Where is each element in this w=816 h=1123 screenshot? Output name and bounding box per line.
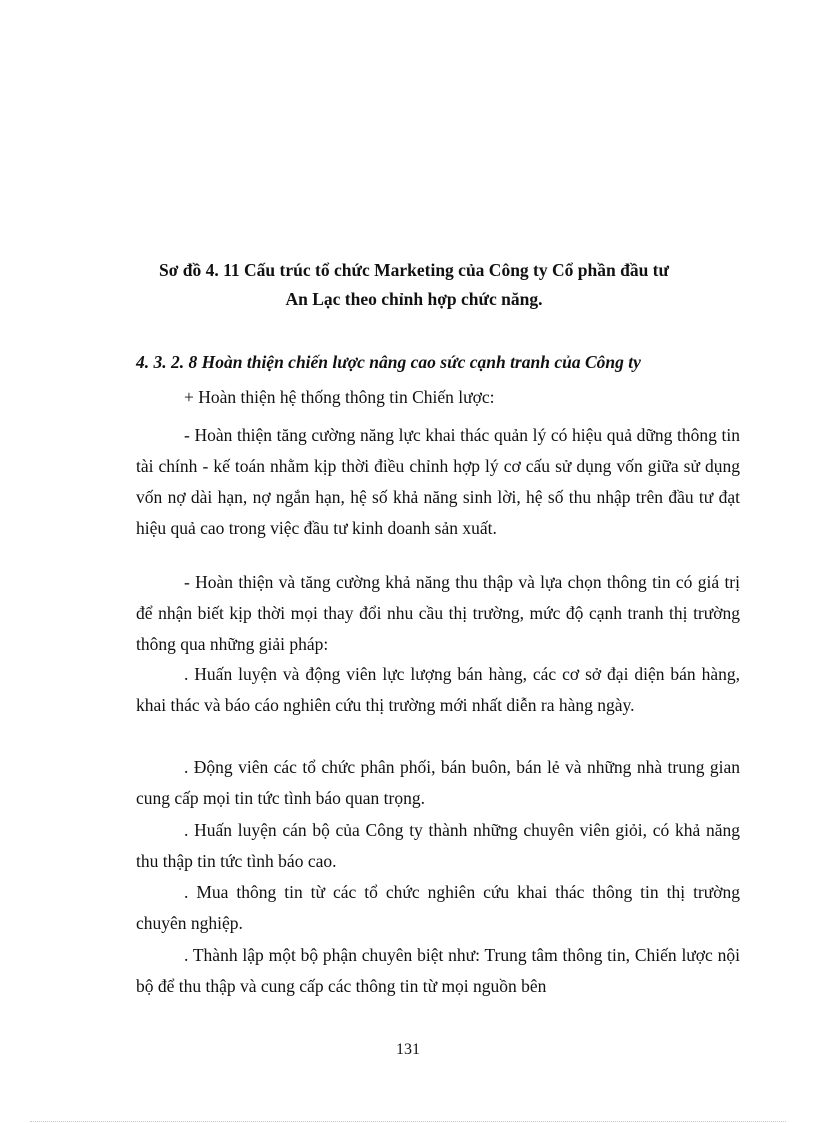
figure-caption-line-1: Sơ đồ 4. 11 Cấu trúc tổ chức Marketing của Công ty Cổ phần đầu tư — [158, 260, 670, 280]
paragraph-sales-training: . Huấn luyện và động viên lực lượng bán hàng, các cơ sở đại diện bán hàng, khai thác và báo cáo nghiên cứu thị trường mới nhất diễn ra hàng ngày. — [136, 664, 740, 715]
paragraph-financial-info: - Hoàn thiện tăng cường năng lực khai thác quản lý có hiệu quả dững thông tin tài chính - kế toán nhằm kịp thời điều chỉnh hợp lý cơ cấu sử dụng vốn giữa sử dụng vốn nợ dài hạn, nợ ngắn hạn, hệ số khả năng sinh lời, hệ số thu nhập trên đầu tư đạt hiệu quả cao trong việc đầu tư kinh doanh sản xuất. — [136, 425, 740, 538]
paragraph-staff-training: . Huấn luyện cán bộ của Công ty thành những chuyên viên giỏi, có khả năng thu thập tin tức tình báo cao. — [136, 820, 740, 871]
page-number: 131 — [396, 1041, 420, 1058]
paragraph-info-center: . Thành lập một bộ phận chuyên biệt như: Trung tâm thông tin, Chiến lược nội bộ để thu thập và cung cấp các thông tin từ mọi nguồn bên — [136, 945, 740, 996]
paragraph-info-collection: - Hoàn thiện và tăng cường khả năng thu thập và lựa chọn thông tin có giá trị để nhận biết kịp thời mọi thay đổi nhu cầu thị trường, mức độ cạnh tranh thị trường thông qua những giải pháp: — [136, 572, 740, 654]
paragraph-intro: + Hoàn thiện hệ thống thông tin Chiến lược: — [184, 387, 495, 407]
page-bottom-divider — [30, 1121, 786, 1122]
figure-caption-line-2: An Lạc theo chỉnh hợp chức năng. — [285, 289, 543, 309]
section-heading: 4. 3. 2. 8 Hoàn thiện chiến lược nâng cao sức cạnh tranh của Công ty — [136, 352, 641, 372]
paragraph-buy-information: . Mua thông tin từ các tổ chức nghiên cứu khai thác thông tin thị trường chuyên nghiệp. — [136, 882, 740, 933]
paragraph-distributors: . Động viên các tổ chức phân phối, bán buôn, bán lẻ và những nhà trung gian cung cấp mọi tin tức tình báo quan trọng. — [136, 757, 740, 808]
